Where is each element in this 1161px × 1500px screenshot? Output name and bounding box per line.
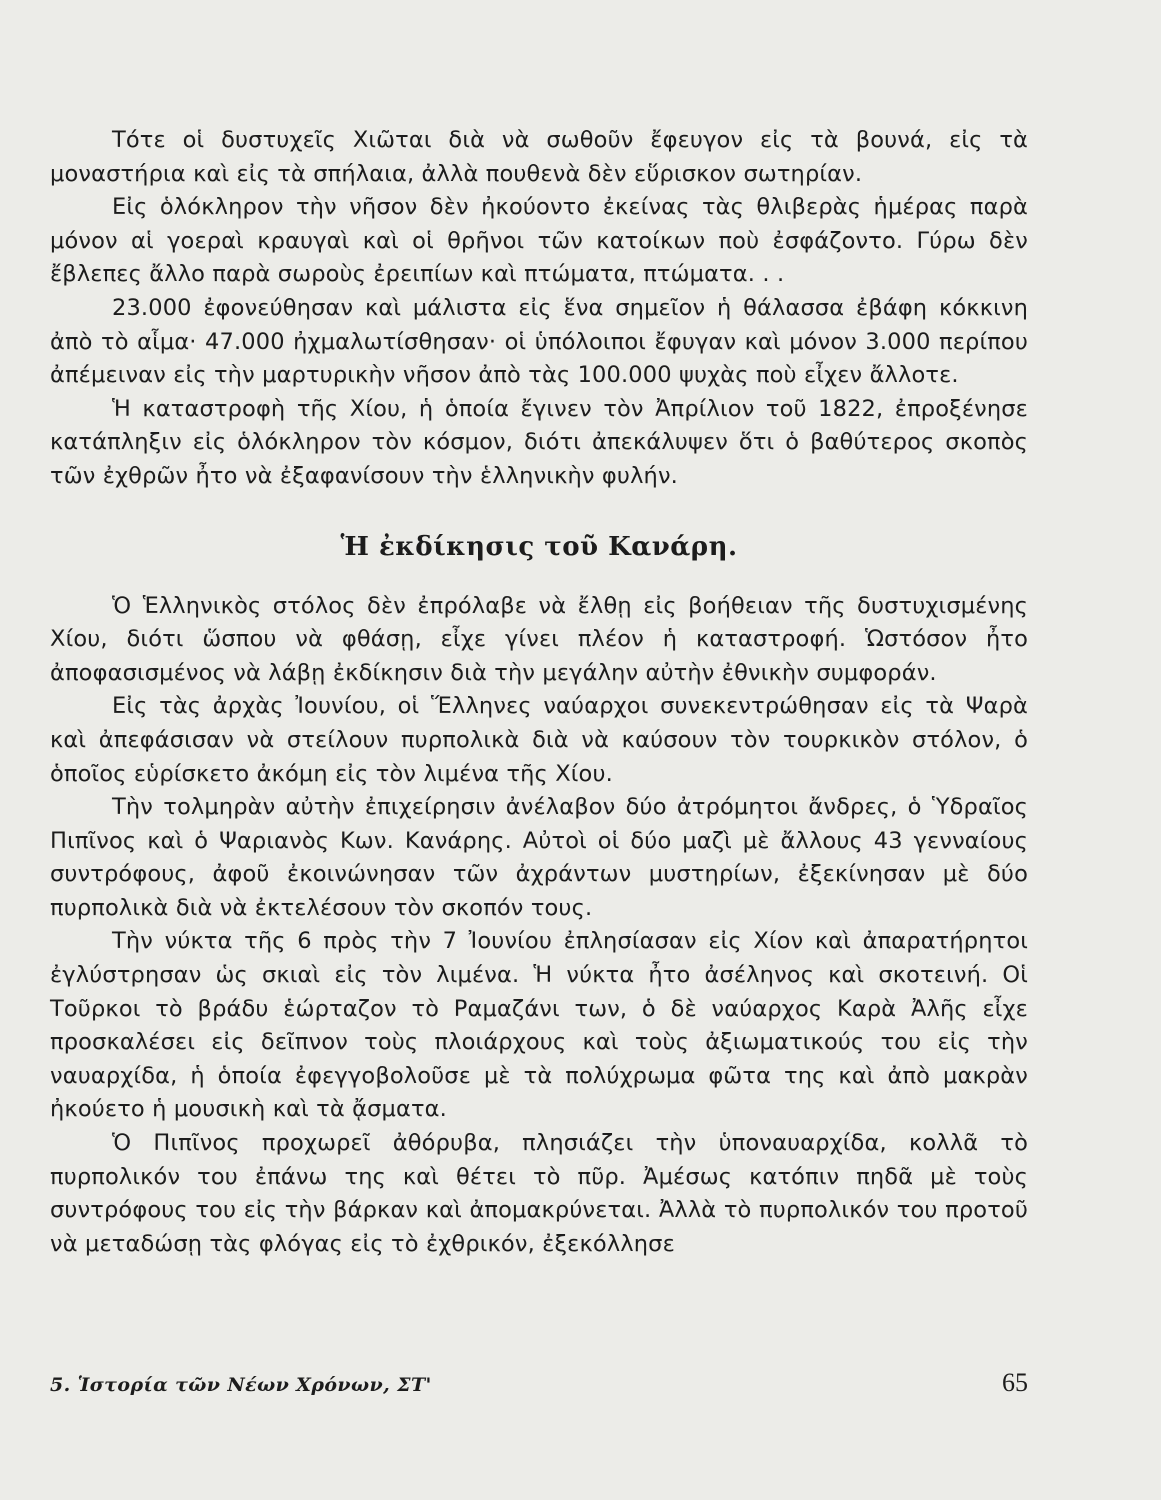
- paragraph-greek-fleet: Ὁ Ἑλληνικὸς στόλος δὲν ἐπρόλαβε νὰ ἔλθῃ εἰς βοήθειαν τῆς δυστυχισμένης Χίου, διότι ὥσπου νὰ φθάσῃ, εἶχε γίνει πλέον ἡ καταστροφή. Ὡστόσον ἦτο ἀποφασισμένος νὰ λάβῃ ἐκδίκησιν διὰ τὴν μεγάλην αὐτὴν ἐθνικὴν συμφοράν.: [50, 592, 1028, 686]
- paragraph-destruction-of-chios: Ἡ καταστροφὴ τῆς Χίου, ἡ ὁποία ἔγινεν τὸν Ἀπρίλιον τοῦ 1822, ἐπροξένησε κατάπληξιν εἰς ὁλόκληρον τὸν κόσμον, διότι ἀπεκάλυψεν ὅτι ὁ βαθύτερος σκοπὸς τῶν ἐχθρῶν ἦτο νὰ ἐξαφανίσουν τὴν ἑλληνικὴν φυλήν.: [50, 395, 1028, 489]
- page-number: 65: [1002, 1368, 1028, 1397]
- paragraph-pipinos-kanaris: Τὴν τολμηρὰν αὐτὴν ἐπιχείρησιν ἀνέλαβον δύο ἀτρόμητοι ἄνδρες, ὁ Ὑδραῖος Πιπῖνος καὶ ὁ Ψαριανὸς Κων. Κανάρης. Αὐτοὶ οἱ δύο μαζὶ μὲ ἄλλους 43 γενναίους συντρόφους, ἀφοῦ ἐκοινώνησαν τῶν ἀχράντων μυστηρίων, ἐξεκίνησαν μὲ δύο πυρπολικὰ διὰ νὰ ἐκτελέσουν τὸν σκοπόν τους.: [50, 794, 1028, 921]
- book-signature: 5. Ἱστορία τῶν Νέων Χρόνων, ΣΤ': [50, 1374, 432, 1396]
- paragraph-pipinos-advances: Ὁ Πιπῖνος προχωρεῖ ἀθόρυβα, πλησιάζει τὴν ὑποναυαρχίδα, κολλᾶ τὸ πυρπολικόν του ἐπάνω της καὶ θέτει τὸ πῦρ. Ἀμέσως κατόπιν πηδᾶ μὲ τοὺς συντρόφους του εἰς τὴν βάρκαν καὶ ἀπομακρύνεται. Ἀλλὰ τὸ πυρπολικόν του προτοῦ νὰ μεταδώσῃ τὰς φλόγας εἰς τὸ ἐχθρικόν, ἐξεκόλλησε: [50, 1130, 1028, 1257]
- paragraph-casualties: 23.000 ἐφονεύθησαν καὶ μάλιστα εἰς ἕνα σημεῖον ἡ θάλασσα ἐβάφη κόκκινη ἀπὸ τὸ αἷμα· 47.000 ἠχμαλωτίσθησαν· οἱ ὑπόλοιποι ἔφυγαν καὶ μόνον 3.000 περίπου ἀπέμειναν εἰς τὴν μαρτυρικὴν νῆσον ἀπὸ τὰς 100.000 ψυχὰς ποὺ εἶχεν ἄλλοτε.: [50, 294, 1028, 389]
- page-footer: [50, 1368, 1028, 1404]
- paragraph-chians-flee: Τότε οἱ δυστυχεῖς Χιῶται διὰ νὰ σωθοῦν ἔφευγον εἰς τὰ βουνά, εἰς τὰ μοναστήρια καὶ εἰς τὰ σπήλαια, ἀλλὰ πουθενὰ δὲν εὕρισκον σωτηρίαν.: [50, 127, 1028, 187]
- paragraph-admirals-psara: Εἰς τὰς ἀρχὰς Ἰουνίου, οἱ Ἕλληνες ναύαρχοι συνεκεντρώθησαν εἰς τὰ Ψαρὰ καὶ ἀπεφάσισαν νὰ στείλουν πυρπολικὰ διὰ νὰ καύσουν τὸν τουρκικὸν στόλον, ὁ ὁποῖος εὑρίσκετο ἀκόμη εἰς τὸν λιμένα τῆς Χίου.: [50, 693, 1028, 787]
- paragraph-island-laments: Εἰς ὁλόκληρον τὴν νῆσον δὲν ἠκούοντο ἐκείνας τὰς θλιβερὰς ἡμέρας παρὰ μόνον αἱ γοεραὶ κραυγαὶ καὶ οἱ θρῆνοι τῶν κατοίκων ποὺ ἐσφάζοντο. Γύρω δὲν ἔβλεπες ἄλλο παρὰ σωροὺς ἐρειπίων καὶ πτώματα, πτώματα. . .: [50, 194, 1028, 288]
- section-heading: Ἡ ἐκδίκησις τοῦ Κανάρη.: [340, 531, 738, 562]
- page-body: [50, 124, 1028, 1261]
- paragraph-night-of-june: Τὴν νύκτα τῆς 6 πρὸς τὴν 7 Ἰουνίου ἐπλησίασαν εἰς Χίον καὶ ἀπαρατήρητοι ἐγλύστρησαν ὡς σκιαὶ εἰς τὸν λιμένα. Ἡ νύκτα ἦτο ἀσέληνος καὶ σκοτεινή. Οἱ Τοῦρκοι τὸ βράδυ ἑώρταζον τὸ Ραμαζάνι των, ὁ δὲ ναύαρχος Καρὰ Ἀλῆς εἶχε προσκαλέσει εἰς δεῖπνον τοὺς πλοιάρχους καὶ τοὺς ἀξιωματικούς του εἰς τὴν ναυαρχίδα, ἡ ὁποία ἐφεγγοβολοῦσε μὲ τὰ πολύχρωμα φῶτα της καὶ ἀπὸ μακρὰν ἠκούετο ἡ μουσικὴ καὶ τὰ ᾄσματα.: [50, 928, 1028, 1123]
